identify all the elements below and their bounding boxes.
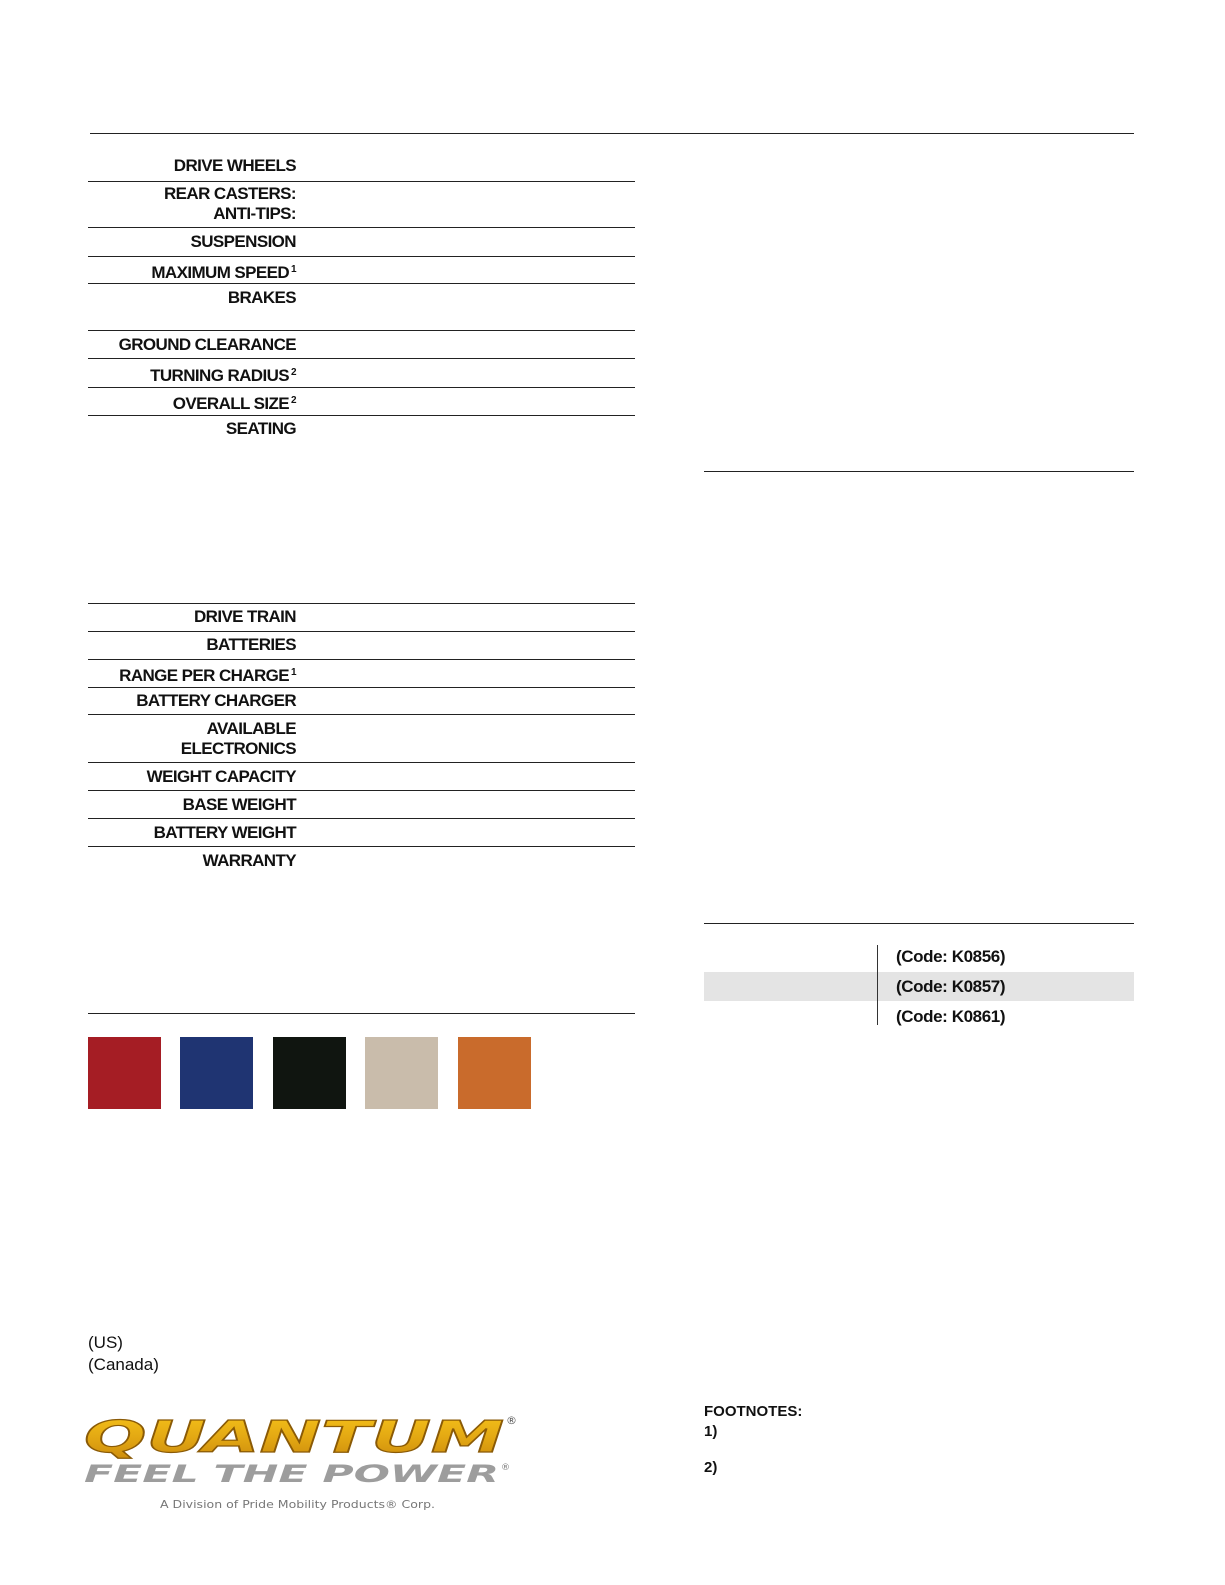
spec-divider (88, 631, 635, 632)
spec-label-base-weight: BASE WEIGHT (182, 795, 296, 814)
spec-divider (88, 659, 635, 660)
contact-us-label: (US) (88, 1333, 123, 1352)
spec-divider (88, 714, 635, 715)
top-rule (90, 133, 1134, 134)
code-k0856: (Code: K0856) (896, 947, 1006, 966)
spec-divider (88, 227, 635, 228)
logo-division-text: A Division of Pride Mobility Products® Corp. (160, 1498, 435, 1511)
spec-divider (88, 181, 635, 182)
footnotes-title: FOOTNOTES: (704, 1403, 803, 1420)
spec-label-rear-casters: REAR CASTERS: (164, 184, 296, 203)
color-swatch-black (273, 1037, 346, 1109)
spec-divider (88, 790, 635, 791)
spec-label-drive-wheels: DRIVE WHEELS (173, 156, 296, 175)
spec-label-battery-charger: BATTERY CHARGER (136, 691, 296, 710)
colors-section-rule (88, 1013, 635, 1014)
color-swatch-orange (458, 1037, 531, 1109)
footnote-marker: 2 (291, 367, 296, 378)
footnote-2-marker: 2) (704, 1459, 718, 1476)
logo-tagline-text: FEEL THE POWER (84, 1460, 499, 1488)
color-swatch-blue (180, 1037, 253, 1109)
codes-column-divider (877, 945, 878, 1025)
spec-label-electronics: ELECTRONICS (180, 739, 296, 758)
spec-label-turning-radius: TURNING RADIUS $^2$ (150, 366, 296, 385)
spec-label-weight-capacity: WEIGHT CAPACITY (146, 767, 296, 786)
codes-section-rule (704, 923, 1134, 924)
spec-label-batteries: BATTERIES (206, 635, 296, 654)
spec-divider (88, 603, 635, 604)
spec-label-ground-clearance: GROUND CLEARANCE (118, 335, 296, 354)
color-swatch-beige (365, 1037, 438, 1109)
logo-tagline-registered: ® (501, 1463, 510, 1473)
logo-brand-text: QUANTUM (84, 1412, 504, 1463)
spec-divider (88, 818, 635, 819)
spec-label-warranty: WARRANTY (202, 851, 296, 870)
spec-divider (88, 687, 635, 688)
right-section-rule (704, 471, 1134, 472)
spec-label-overall-size: OVERALL SIZE $^2$ (172, 394, 296, 413)
spec-divider (88, 330, 635, 331)
spec-label-suspension: SUSPENSION (190, 232, 296, 251)
code-k0857: (Code: K0857) (896, 977, 1006, 996)
spec-label-range-per-charge: RANGE PER CHARGE $^1$ (119, 666, 296, 685)
logo-brand-registered: ® (506, 1414, 517, 1427)
spec-label-battery-weight: BATTERY WEIGHT (153, 823, 296, 842)
spec-divider (88, 358, 635, 359)
spec-divider (88, 846, 635, 847)
color-swatch-red (88, 1037, 161, 1109)
footnote-marker: 1 (291, 264, 296, 275)
footnote-1-marker: 1) (704, 1423, 718, 1440)
quantum-logo (80, 1408, 540, 1518)
spec-label-brakes: BRAKES (227, 288, 296, 307)
spec-divider (88, 762, 635, 763)
spec-divider (88, 415, 635, 416)
footnote-marker: 1 (291, 667, 296, 678)
spec-divider (88, 387, 635, 388)
spec-label-drive-train: DRIVE TRAIN (193, 607, 296, 626)
spec-divider (88, 256, 635, 257)
spec-label-maximum-speed: MAXIMUM SPEED $^1$ (151, 263, 296, 282)
spec-divider (88, 283, 635, 284)
footnote-marker: 2 (291, 395, 296, 406)
code-k0861: (Code: K0861) (896, 1007, 1006, 1026)
spec-label-seating: SEATING (225, 419, 296, 438)
spec-label-anti-tips: ANTI-TIPS: (213, 204, 296, 223)
spec-label-available: AVAILABLE (206, 719, 296, 738)
contact-canada-label: (Canada) (88, 1355, 159, 1374)
